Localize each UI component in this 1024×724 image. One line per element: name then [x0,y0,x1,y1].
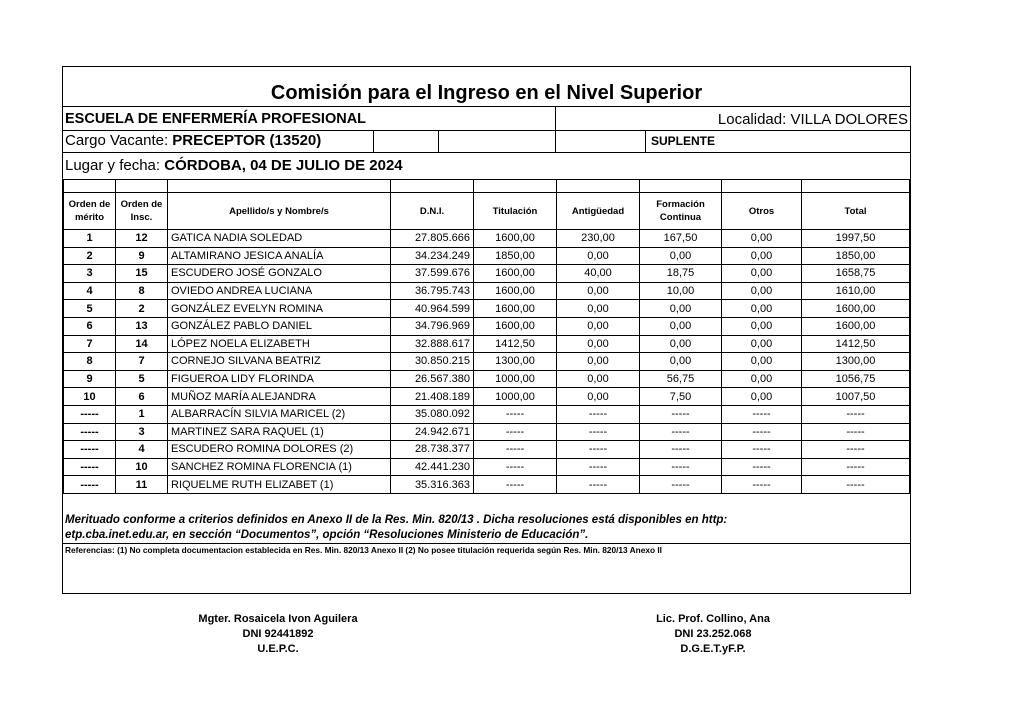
cell-otros: ----- [722,405,802,423]
cell-formacion: ----- [640,423,722,441]
header-formacion: Formación Continua [640,193,722,230]
localidad: Localidad: VILLA DOLORES [717,111,908,128]
cell-orden-merito: 2 [64,247,116,265]
cell-otros: ----- [722,458,802,476]
cell-antiguedad: ----- [557,476,640,494]
header-nombre: Apellido/s y Nombre/s [168,193,391,230]
cell-orden-insc: 3 [116,423,168,441]
cell-orden-merito: 8 [64,353,116,371]
cell-titulacion: ----- [474,405,557,423]
cell-nombre: LÓPEZ NOELA ELIZABETH [168,335,391,353]
signature-right-dni: DNI 23.252.068 [674,628,752,640]
cell-formacion: 0,00 [640,317,722,335]
cell-formacion: ----- [640,458,722,476]
lugar-label: Lugar y fecha: CÓRDOBA, 04 DE JULIO DE 2024 [65,157,403,174]
divider [373,131,374,152]
divider [555,131,556,152]
cell-titulacion: 1000,00 [474,388,557,406]
cell-total: 1850,00 [802,247,910,265]
cell-formacion: 167,50 [640,230,722,248]
cell-orden-merito: 6 [64,317,116,335]
cell-orden-merito: 3 [64,265,116,283]
cell-otros: 0,00 [722,388,802,406]
cell-orden-insc: 7 [116,353,168,371]
header-dni: D.N.I. [391,193,474,230]
cell-formacion: ----- [640,405,722,423]
table-row [64,458,910,476]
lugar-row [63,153,910,179]
cell-orden-insc: 15 [116,265,168,283]
cell-otros: 0,00 [722,335,802,353]
cell-dni: 34.234.249 [391,247,474,265]
cell-orden-merito: ----- [64,476,116,494]
cell-titulacion: 1600,00 [474,282,557,300]
cell-antiguedad: 0,00 [557,388,640,406]
cell-formacion: 0,00 [640,335,722,353]
cell-orden-insc: 8 [116,282,168,300]
note [65,513,727,543]
cell-orden-insc: 12 [116,230,168,248]
table-row [64,476,910,494]
cell-dni: 42.441.230 [391,458,474,476]
cell-total: 1997,50 [802,230,910,248]
cell-nombre: MUÑOZ MARÍA ALEJANDRA [168,388,391,406]
signature-left-name: Mgter. Rosaicela Ivon Aguilera [198,613,358,625]
table-row [64,265,910,283]
school-row [63,107,910,131]
cell-antiguedad: 0,00 [557,335,640,353]
cell-formacion: 18,75 [640,265,722,283]
divider [438,131,439,152]
cell-otros: ----- [722,476,802,494]
cell-titulacion: 1412,50 [474,335,557,353]
cell-dni: 21.408.189 [391,388,474,406]
cell-formacion: 56,75 [640,370,722,388]
cell-orden-merito: ----- [64,441,116,459]
header-otros: Otros [722,193,802,230]
table-row [64,405,910,423]
cell-orden-merito: ----- [64,458,116,476]
cell-orden-merito: 7 [64,335,116,353]
cell-antiguedad: 0,00 [557,247,640,265]
cell-titulacion: 1600,00 [474,230,557,248]
cell-antiguedad: ----- [557,458,640,476]
document-title: Comisión para el Ingreso en el Nivel Superior [63,67,910,107]
cell-total: 1412,50 [802,335,910,353]
cell-formacion: ----- [640,441,722,459]
table-row [64,353,910,371]
cell-formacion: 0,00 [640,353,722,371]
header-titulacion: Titulación [474,193,557,230]
cell-titulacion: 1600,00 [474,265,557,283]
cell-total: 1600,00 [802,300,910,318]
results-table [63,179,910,494]
cell-otros: 0,00 [722,265,802,283]
table-row [64,335,910,353]
cell-orden-merito: 5 [64,300,116,318]
cell-orden-insc: 10 [116,458,168,476]
cell-orden-merito: 9 [64,370,116,388]
cell-orden-merito: 4 [64,282,116,300]
cell-total: ----- [802,476,910,494]
cell-titulacion: ----- [474,423,557,441]
cell-orden-insc: 9 [116,247,168,265]
cell-dni: 40.964.599 [391,300,474,318]
cell-formacion: 7,50 [640,388,722,406]
referencias: Referencias: (1) No completa documentacion establecida en Res. Min. 820/13 Anexo II (2) No posee titulación requerida según Res. Min. 820/13 Anexo II [63,543,910,556]
cell-nombre: ALBARRACÍN SILVIA MARICEL (2) [168,405,391,423]
cell-total: ----- [802,441,910,459]
cell-dni: 32.888.617 [391,335,474,353]
cell-titulacion: 1600,00 [474,317,557,335]
cell-antiguedad: 0,00 [557,317,640,335]
cell-nombre: CORNEJO SILVANA BEATRIZ [168,353,391,371]
cell-antiguedad: 0,00 [557,282,640,300]
cell-formacion: 10,00 [640,282,722,300]
cell-antiguedad: 0,00 [557,300,640,318]
spacer-row [64,180,910,193]
cell-orden-merito: 1 [64,230,116,248]
cell-titulacion: 1850,00 [474,247,557,265]
cell-nombre: GONZÁLEZ EVELYN ROMINA [168,300,391,318]
document-sheet [62,66,911,594]
note-line-2: etp.cba.inet.edu.ar, en sección “Documentos”, opción “Resoluciones Ministerio de Educación”. [65,529,589,541]
cell-total: ----- [802,458,910,476]
cell-titulacion: ----- [474,441,557,459]
cell-otros: 0,00 [722,230,802,248]
cargo-row [63,131,910,153]
cell-antiguedad: 40,00 [557,265,640,283]
cell-total: 1007,50 [802,388,910,406]
cell-dni: 37.599.676 [391,265,474,283]
table-row [64,317,910,335]
cell-otros: ----- [722,423,802,441]
cell-formacion: 0,00 [640,247,722,265]
cell-orden-insc: 5 [116,370,168,388]
header-total: Total [802,193,910,230]
cell-total: 1056,75 [802,370,910,388]
table-header [64,193,910,230]
cell-orden-insc: 11 [116,476,168,494]
cell-nombre: ALTAMIRANO JESICA ANALÍA [168,247,391,265]
table-row [64,441,910,459]
cell-titulacion: ----- [474,458,557,476]
signature-right-name: Lic. Prof. Collino, Ana [656,613,770,625]
cell-nombre: SANCHEZ ROMINA FLORENCIA (1) [168,458,391,476]
note-line-1: Merituado conforme a criterios definidos en Anexo II de la Res. Min. 820/13 . Dicha resoluciones está disponibles en http: [65,514,728,526]
signature-right-org: D.G.E.T.yF.P. [680,643,746,655]
cell-dni: 27.805.666 [391,230,474,248]
table-row [64,282,910,300]
cell-otros: 0,00 [722,282,802,300]
cell-dni: 35.316.363 [391,476,474,494]
cell-dni: 34.796.969 [391,317,474,335]
cell-orden-merito: ----- [64,423,116,441]
header-orden-merito: Orden de mérito [64,193,116,230]
cell-orden-insc: 2 [116,300,168,318]
divider [555,107,556,130]
table-row [64,300,910,318]
cell-otros: 0,00 [722,353,802,371]
cell-total: 1600,00 [802,317,910,335]
signature-left-dni: DNI 92441892 [242,628,314,640]
cell-antiguedad: 230,00 [557,230,640,248]
cell-orden-insc: 1 [116,405,168,423]
cell-titulacion: 1300,00 [474,353,557,371]
cell-antiguedad: 0,00 [557,353,640,371]
cell-orden-insc: 13 [116,317,168,335]
table-row [64,388,910,406]
cell-formacion: ----- [640,476,722,494]
cell-otros: 0,00 [722,247,802,265]
cell-nombre: GATICA NADIA SOLEDAD [168,230,391,248]
cell-antiguedad: ----- [557,405,640,423]
cell-otros: ----- [722,441,802,459]
cargo-value: PRECEPTOR (13520) [172,132,322,149]
cell-dni: 35.080.092 [391,405,474,423]
cell-titulacion: 1000,00 [474,370,557,388]
cell-nombre: GONZÁLEZ PABLO DANIEL [168,317,391,335]
cell-nombre: ESCUDERO JOSÉ GONZALO [168,265,391,283]
table-row [64,230,910,248]
cell-otros: 0,00 [722,370,802,388]
cell-titulacion: 1600,00 [474,300,557,318]
cell-formacion: 0,00 [640,300,722,318]
cell-dni: 28.738.377 [391,441,474,459]
signature-left [168,612,388,657]
cell-dni: 26.567.380 [391,370,474,388]
cell-total: 1658,75 [802,265,910,283]
cell-orden-insc: 6 [116,388,168,406]
cell-otros: 0,00 [722,317,802,335]
cell-total: ----- [802,423,910,441]
table-row [64,247,910,265]
cell-orden-merito: ----- [64,405,116,423]
cell-nombre: MARTINEZ SARA RAQUEL (1) [168,423,391,441]
cargo-label: Cargo Vacante: PRECEPTOR (13520) [65,132,322,149]
cell-orden-merito: 10 [64,388,116,406]
cell-nombre: RIQUELME RUTH ELIZABET (1) [168,476,391,494]
cell-nombre: OVIEDO ANDREA LUCIANA [168,282,391,300]
signature-right [603,612,823,657]
school-name: ESCUELA DE ENFERMERÍA PROFESIONAL [65,111,367,127]
cell-otros: 0,00 [722,300,802,318]
cell-dni: 36.795.743 [391,282,474,300]
cell-nombre: FIGUEROA LIDY FLORINDA [168,370,391,388]
cell-dni: 30.850.215 [391,353,474,371]
cell-total: 1300,00 [802,353,910,371]
header-antiguedad: Antigüedad [557,193,640,230]
signature-left-org: U.E.P.C. [257,643,299,655]
cell-titulacion: ----- [474,476,557,494]
cell-orden-insc: 14 [116,335,168,353]
cell-nombre: ESCUDERO ROMINA DOLORES (2) [168,441,391,459]
cell-dni: 24.942.671 [391,423,474,441]
cell-total: 1610,00 [802,282,910,300]
cell-antiguedad: ----- [557,441,640,459]
table-row [64,423,910,441]
cell-antiguedad: ----- [557,423,640,441]
lugar-value: CÓRDOBA, 04 DE JULIO DE 2024 [164,157,403,174]
divider [645,131,646,152]
header-orden-insc: Orden de Insc. [116,193,168,230]
table-row [64,370,910,388]
cell-orden-insc: 4 [116,441,168,459]
cell-antiguedad: 0,00 [557,370,640,388]
cell-total: ----- [802,405,910,423]
suplente-label: SUPLENTE [651,134,716,148]
